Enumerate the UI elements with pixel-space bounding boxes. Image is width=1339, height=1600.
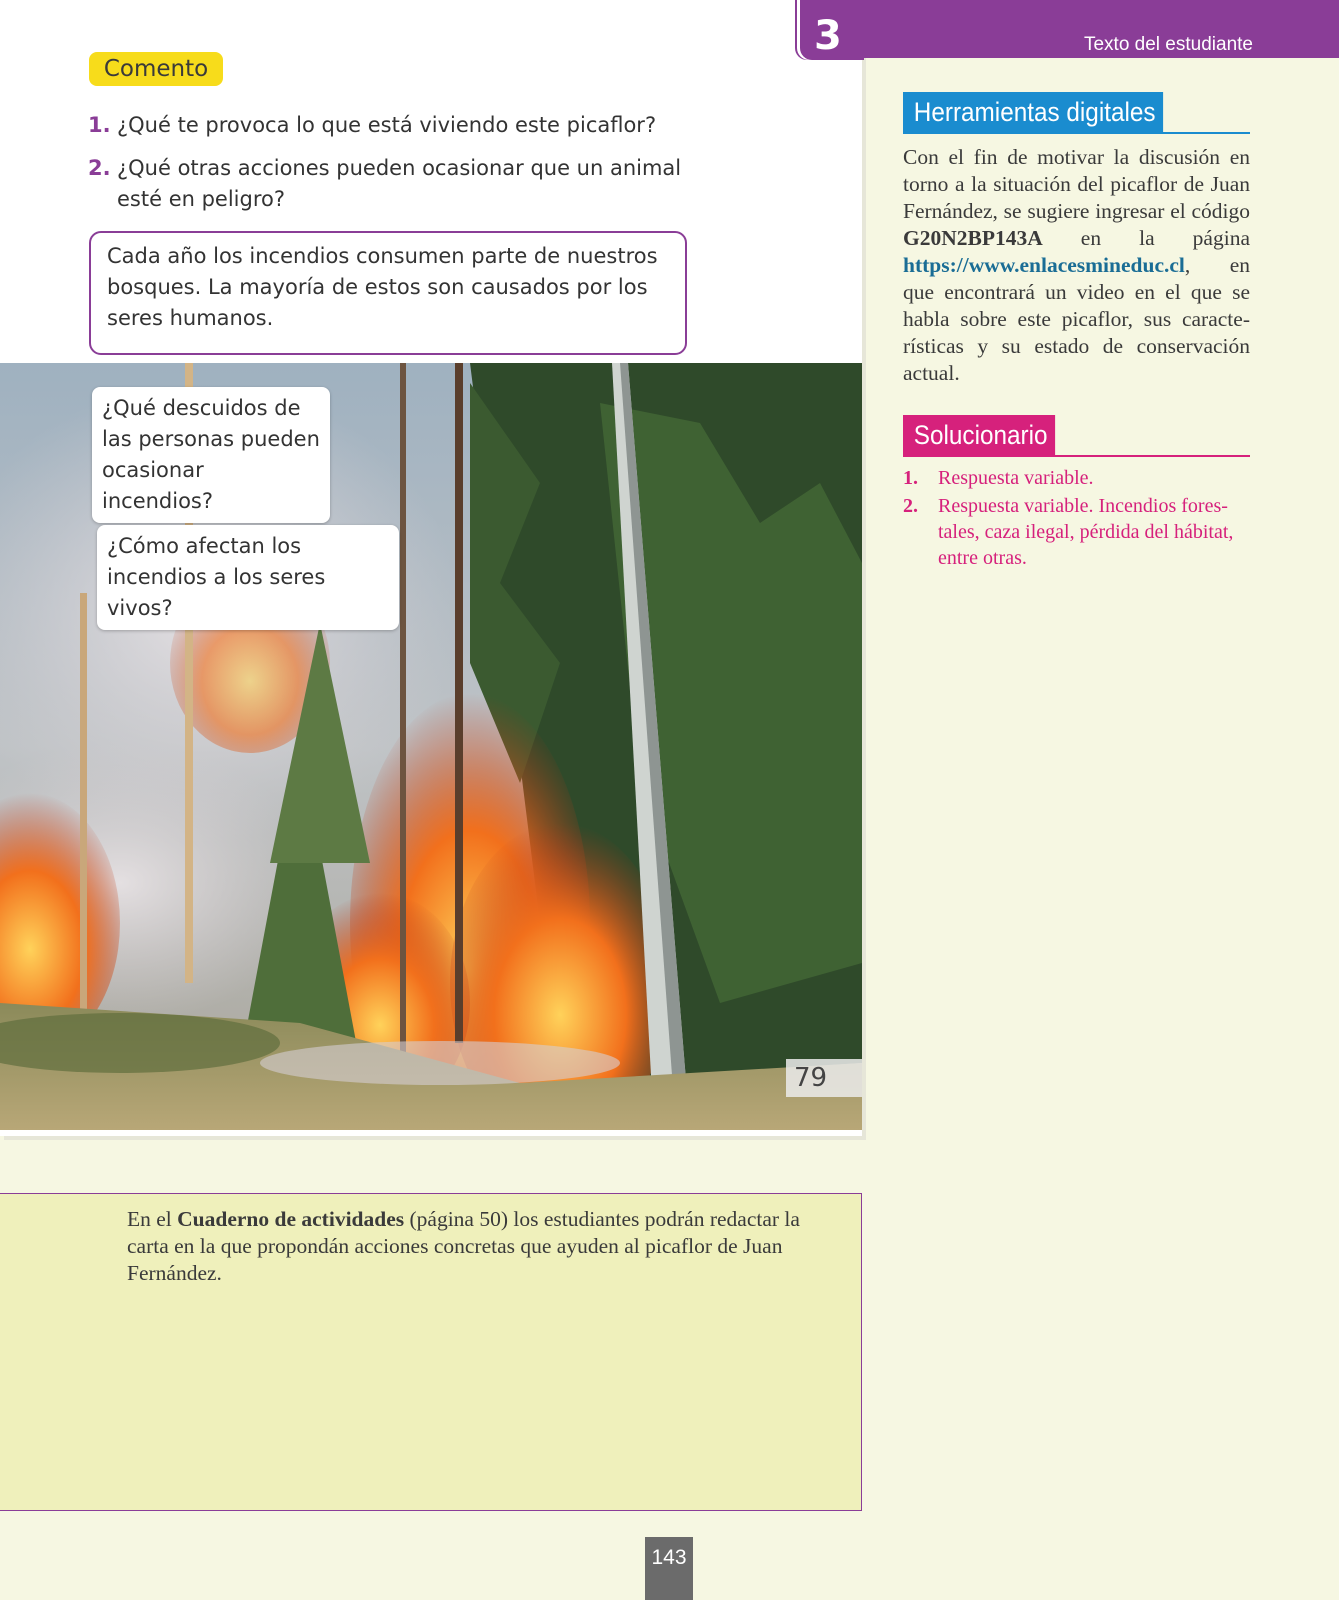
resource-code: G20N2BP143A — [903, 226, 1043, 250]
digital-text-part: en la página — [1042, 226, 1250, 250]
unit-number-tab: 3 — [800, 0, 864, 60]
resource-url-link[interactable]: https://www.enlacesmineduc.cl — [903, 253, 1185, 277]
comento-badge: Comento — [89, 52, 223, 86]
digital-text-part: , en que encontrará un video en el que se habla sobre este picaflor, sus características y su estado de conservación actual. — [903, 253, 1250, 385]
solucionario-title: Solucionario — [903, 415, 1055, 455]
teacher-sidebar — [903, 92, 1250, 571]
teacher-note-box — [0, 1193, 862, 1511]
student-page-number: 79 — [786, 1059, 862, 1097]
note-text-part: En el — [127, 1207, 178, 1231]
solucionario-item-text: Respuesta variable. — [938, 467, 1094, 489]
teacher-note-text — [127, 1206, 847, 1287]
solucionario-header — [903, 415, 1250, 457]
question-2 — [88, 153, 708, 215]
digital-tools-text — [903, 144, 1250, 387]
question-number: 2. — [88, 156, 111, 180]
question-text: ¿Qué otras acciones pueden ocasionar que un animal esté en peligro? — [117, 156, 682, 211]
solucionario-item — [903, 465, 1250, 491]
question-text: ¿Qué te provoca lo que está viviendo este picaflor? — [117, 113, 657, 137]
solucionario-item-number: 2. — [903, 495, 918, 517]
question-number: 1. — [88, 113, 111, 137]
digital-tools-header — [903, 92, 1250, 134]
header-band — [862, 0, 1339, 58]
digital-tools-title: Herramientas digitales — [903, 92, 1163, 132]
note-text-part: (página 50) los estudiantes podrán redactar la carta en la que propondán acciones concretas que ayuden al picaflor de Juan Fernández. — [127, 1207, 800, 1285]
solucionario-list — [903, 465, 1250, 571]
info-box: Cada año los incendios consumen parte de nuestros bosques. La mayoría de estos son causados por los seres humanos. — [89, 231, 687, 355]
page-number: 143 — [645, 1537, 693, 1600]
digital-text-part: Con el fin de motivar la discusión en torno a la situación del picaflor de Juan Fernández, se sugiere ingresar el código — [903, 145, 1250, 223]
solucionario-item-text: Respuesta variable. Incendios forestales, caza ilegal, pérdida del hábitat, entre otras. — [938, 495, 1234, 569]
cuaderno-reference: Cuaderno de actividades — [177, 1207, 405, 1231]
question-1 — [88, 110, 708, 141]
speech-bubble-1: ¿Qué descuidos de las personas pueden ocasionar incendios? — [92, 387, 330, 523]
header-band-label: Texto del estudiante — [1083, 34, 1253, 55]
solucionario-item — [903, 493, 1250, 571]
speech-bubble-2: ¿Cómo afectan los incendios a los seres vivos? — [97, 525, 399, 630]
solucionario-item-number: 1. — [903, 467, 918, 489]
